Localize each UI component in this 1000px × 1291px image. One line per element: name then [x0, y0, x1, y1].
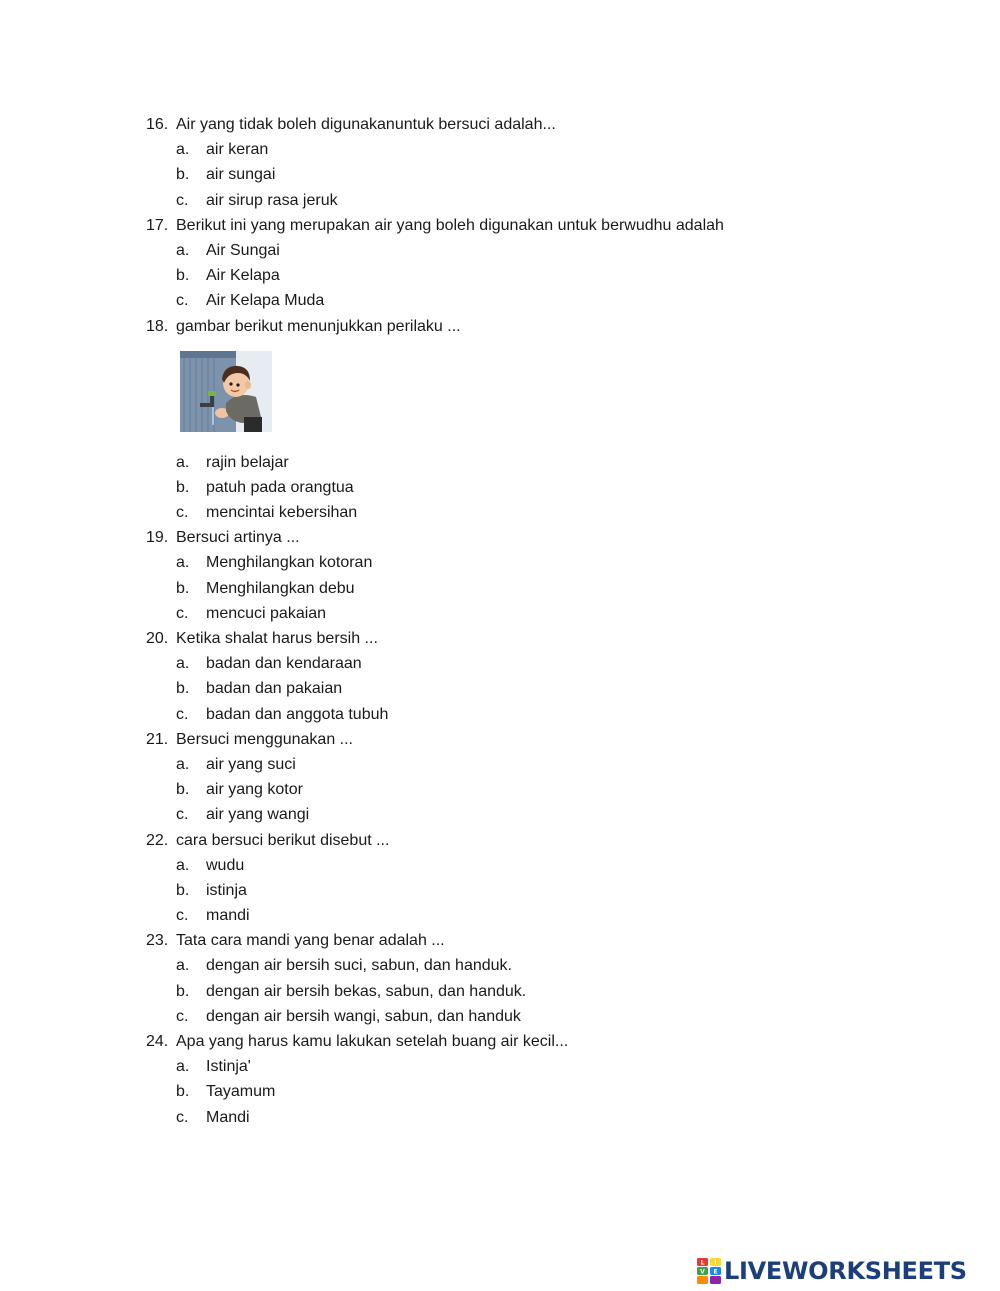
option-letter: b. — [176, 982, 190, 1000]
option-letter: c. — [176, 504, 189, 522]
option-line — [0, 953, 1000, 978]
option-letter: a. — [176, 141, 190, 159]
question-number: 23. — [146, 932, 169, 950]
option-letter: a. — [176, 453, 190, 471]
question-text: Berikut ini yang merupakan air yang boleh digunakan untuk berwudhu adalah — [176, 216, 724, 234]
option-letter: a. — [176, 1058, 190, 1076]
option-text: Tayamum — [206, 1083, 276, 1101]
option-line — [0, 1079, 1000, 1104]
option-text: Mandi — [206, 1108, 250, 1126]
option-letter: a. — [176, 241, 190, 259]
option-line — [0, 550, 1000, 575]
option-letter: a. — [176, 655, 190, 673]
option-letter: c. — [176, 1108, 189, 1126]
question-line — [0, 626, 1000, 651]
question-text: Bersuci artinya ... — [176, 529, 300, 547]
option-text: mencintai kebersihan — [206, 504, 358, 522]
question-number: 17. — [146, 216, 169, 234]
option-line — [0, 878, 1000, 903]
question-number: 20. — [146, 630, 169, 647]
option-line — [0, 137, 1000, 162]
question-line — [0, 928, 1000, 953]
option-letter: a. — [176, 755, 190, 773]
option-letter: c. — [176, 604, 189, 622]
option-letter: b. — [176, 881, 190, 899]
option-line — [0, 651, 1000, 676]
question-text: Bersuci menggunakan ... — [176, 730, 353, 748]
option-line — [0, 903, 1000, 928]
option-text: air yang kotor — [206, 781, 303, 799]
question-23 — [0, 928, 1000, 1029]
question-line — [0, 727, 1000, 752]
option-text: istinja — [206, 881, 247, 899]
option-letter: b. — [176, 166, 190, 184]
option-text: mencuci pakaian — [206, 604, 327, 622]
option-letter: b. — [176, 579, 190, 597]
question-24 — [0, 1029, 1000, 1130]
option-line — [0, 1105, 1000, 1130]
option-letter: c. — [176, 292, 189, 310]
option-text: mandi — [206, 907, 250, 925]
liveworksheets-brand — [697, 1256, 967, 1286]
question-text: Apa yang harus kamu lakukan setelah buang air kecil... — [176, 1033, 569, 1050]
option-text: Air Sungai — [206, 241, 280, 259]
question-line — [0, 213, 1000, 238]
option-line — [0, 238, 1000, 263]
option-letter: b. — [176, 1083, 190, 1101]
question-number: 18. — [146, 317, 169, 335]
question-16 — [0, 112, 1000, 213]
option-text: dengan air bersih bekas, sabun, dan handuk. — [206, 982, 527, 1000]
question-line — [0, 828, 1000, 853]
option-line — [0, 188, 1000, 213]
question-text: Air yang tidak boleh digunakanuntuk bersuci adalah... — [176, 116, 556, 133]
option-letter: c. — [176, 1007, 189, 1025]
question-line — [0, 314, 1000, 339]
question-19 — [0, 525, 1000, 626]
question-line — [0, 525, 1000, 550]
question-line — [0, 1029, 1000, 1054]
question-17 — [0, 213, 1000, 314]
question-line — [0, 112, 1000, 137]
option-letter: c. — [176, 907, 189, 925]
option-line — [0, 288, 1000, 313]
option-line — [0, 1054, 1000, 1079]
question-18 — [0, 314, 1000, 526]
option-letter: b. — [176, 267, 190, 285]
question-number: 21. — [146, 730, 169, 748]
option-text: rajin belajar — [206, 453, 289, 471]
worksheet — [0, 112, 1000, 1130]
option-text: Air Kelapa Muda — [206, 292, 325, 310]
svg-text:I: I — [714, 1259, 717, 1267]
question-text: gambar berikut menunjukkan perilaku ... — [176, 317, 461, 335]
question-21 — [0, 727, 1000, 828]
question-text: Ketika shalat harus bersih ... — [176, 630, 378, 647]
option-letter: a. — [176, 554, 190, 572]
option-letter: c. — [176, 705, 189, 723]
option-letter: c. — [176, 191, 189, 209]
option-line — [0, 853, 1000, 878]
option-line — [0, 475, 1000, 500]
boy-washing-hands-illustration — [180, 351, 272, 432]
option-line — [0, 702, 1000, 727]
option-letter: c. — [176, 806, 189, 824]
option-text: air yang wangi — [206, 806, 310, 824]
option-text: air yang suci — [206, 755, 296, 773]
option-text: badan dan pakaian — [206, 680, 343, 698]
option-text: Menghilangkan debu — [206, 579, 355, 597]
option-letter: a. — [176, 856, 190, 874]
option-letter: b. — [176, 478, 190, 496]
option-line — [0, 601, 1000, 626]
option-line — [0, 576, 1000, 601]
option-line — [0, 752, 1000, 777]
liveworksheets-logo-icon — [697, 1258, 721, 1284]
question-number: 19. — [146, 529, 169, 547]
option-text: air keran — [206, 141, 269, 159]
option-text: wudu — [206, 856, 245, 874]
option-line — [0, 979, 1000, 1004]
question-text: cara bersuci berikut disebut ... — [176, 831, 390, 849]
option-letter: a. — [176, 957, 190, 975]
option-line — [0, 676, 1000, 701]
option-line — [0, 802, 1000, 827]
option-line — [0, 162, 1000, 187]
option-letter: b. — [176, 680, 190, 698]
svg-text:E: E — [713, 1268, 718, 1276]
option-text: Istinja' — [206, 1058, 251, 1076]
option-text: badan dan anggota tubuh — [206, 705, 389, 723]
option-line — [0, 450, 1000, 475]
option-line — [0, 777, 1000, 802]
liveworksheets-wordmark: LIVEWORKSHEETS — [724, 1257, 967, 1285]
option-line — [0, 1004, 1000, 1029]
question-text: Tata cara mandi yang benar adalah ... — [176, 932, 445, 950]
option-text: patuh pada orangtua — [206, 478, 354, 496]
option-letter: b. — [176, 781, 190, 799]
question-image-wrap — [0, 339, 1000, 450]
question-number: 16. — [146, 116, 169, 133]
option-text: air sungai — [206, 166, 276, 184]
svg-text:L: L — [700, 1259, 705, 1267]
question-number: 24. — [146, 1033, 169, 1050]
option-text: dengan air bersih wangi, sabun, dan handuk — [206, 1007, 521, 1025]
option-text: air sirup rasa jeruk — [206, 191, 338, 209]
question-number: 22. — [146, 831, 169, 849]
question-20 — [0, 626, 1000, 727]
option-text: Air Kelapa — [206, 267, 280, 285]
option-line — [0, 500, 1000, 525]
question-22 — [0, 828, 1000, 929]
option-text: Menghilangkan kotoran — [206, 554, 373, 572]
option-text: badan dan kendaraan — [206, 655, 362, 673]
option-line — [0, 263, 1000, 288]
svg-text:V: V — [700, 1268, 705, 1276]
option-text: dengan air bersih suci, sabun, dan handuk. — [206, 957, 512, 975]
